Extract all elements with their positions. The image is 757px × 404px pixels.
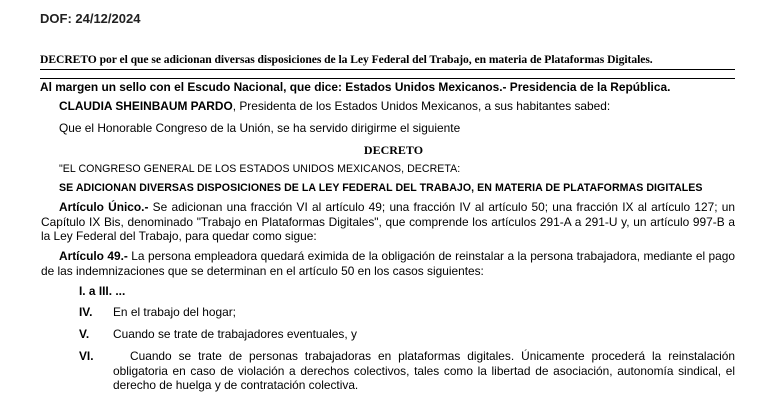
adds-heading: SE ADICIONAN DIVERSAS DISPOSICIONES DE LA LEY FEDERAL DEL TRABAJO, EN MATERIA DE PLATAFORMAS DIGITALES [59,182,703,194]
fraction-number: VI. [79,349,94,363]
article-49-text: La persona empleadora quedará eximida de la obligación de reinstalar a la persona trabajadora, mediante el pago de las indemnizaciones que se determinan en el artículo 50 en los casos siguientes: [41,249,736,278]
fraction-number: I. a III. ... [79,284,126,298]
president-name: CLAUDIA SHEINBAUM PARDO [59,99,233,113]
article-unico-label: Artículo Único.- [59,200,149,214]
fraction-number: IV. [79,305,93,319]
decree-title: DECRETO por el que se adicionan diversas disposiciones de la Ley Federal del Trabajo, en materia de Plataformas Digitales. [40,53,653,66]
fraction-text: Cuando se trate de trabajadores eventuales, y [113,327,357,341]
president-line [59,99,610,114]
title-underline [40,69,735,70]
article-unico-paragraph [41,200,735,244]
dof-date: DOF: 24/12/2024 [40,11,141,26]
congress-decree: "EL CONGRESO GENERAL DE LOS ESTADOS UNIDOS MEXICANOS, DECRETA: [59,163,461,175]
article-49-paragraph [41,249,735,278]
fraction-number: V. [79,327,90,341]
fraction-text: Cuando se trate de personas trabajadoras en plataformas digitales. Únicamente procederá la reinstalación obligatoria en caso de violación a derechos colectivos, tales como la libertad de asociación, autonomía sindical, el derecho de huelga y de contratación colectiva. [113,349,735,392]
president-rest: , Presidenta de los Estados Unidos Mexicanos, a sus habitantes sabed: [232,99,611,113]
congress-line: Que el Honorable Congreso de la Unión, se ha servido dirigirme el siguiente [59,121,461,135]
article-unico-text: Se adicionan una fracción VI al artículo 49; una fracción IV al artículo 50; una fracción IX al artículo 127; un Capítulo IX Bis, denominado "Trabajo en Plataformas Digitales", que comprende los artículos 291-A a 291-U y, un artículo 997-B a la Ley Federal del Trabajo, para quedar como sigue: [41,200,735,243]
seal-line: Al margen un sello con el Escudo Nacional, que dice: Estados Unidos Mexicanos.- Presidencia de la República. [40,80,671,94]
decreto-heading: DECRETO [363,143,424,157]
article-49-label: Artículo 49.- [59,249,128,263]
fraction-text: En el trabajo del hogar; [113,305,236,319]
section-divider [40,78,735,79]
